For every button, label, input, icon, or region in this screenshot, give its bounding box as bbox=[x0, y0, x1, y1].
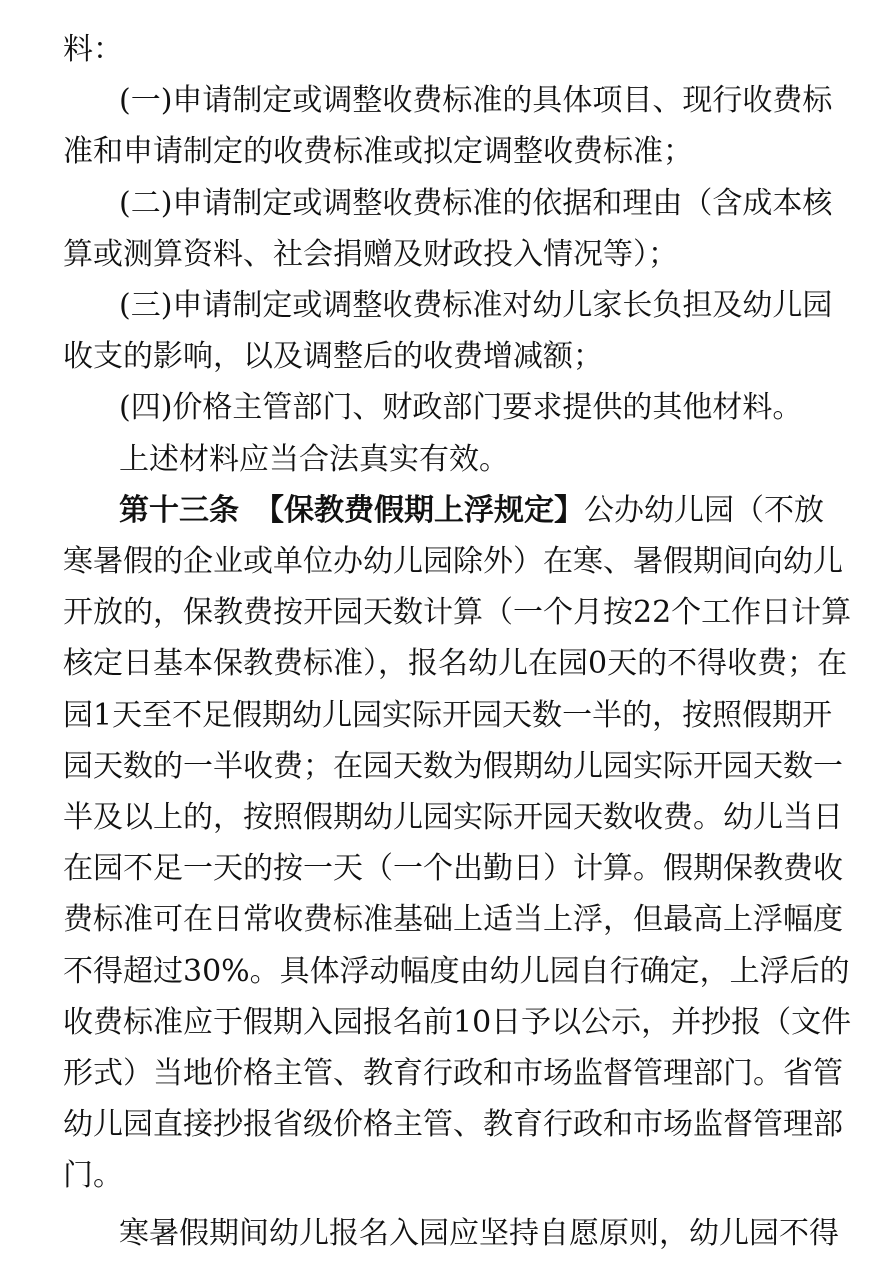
text-line bbox=[0, 1047, 872, 1101]
text-line bbox=[0, 23, 872, 77]
text-line bbox=[0, 330, 872, 384]
line-text: (一)申请制定或调整收费标准的具体项目、现行收费标 bbox=[119, 83, 833, 119]
line-text: (四)价格主管部门、财政部门要求提供的其他材料。 bbox=[119, 390, 803, 426]
article-line bbox=[119, 484, 824, 538]
line-text: 园1天至不足假期幼儿园实际开园天数一半的，按照假期开 bbox=[63, 697, 833, 733]
line-text: (二)申请制定或调整收费标准的依据和理由（含成本核 bbox=[119, 185, 833, 221]
line-text: 园天数的一半收费；在园天数为假期幼儿园实际开园天数一 bbox=[63, 748, 843, 784]
text-line bbox=[0, 279, 872, 333]
text-line bbox=[0, 177, 872, 231]
line-text: 幼儿园直接抄报省级价格主管、教育行政和市场监督管理部 bbox=[63, 1107, 843, 1143]
text-line bbox=[0, 689, 872, 743]
line-text: 在园不足一天的按一天（一个出勤日）计算。假期保教费收 bbox=[63, 851, 843, 887]
line-text: (三)申请制定或调整收费标准对幼儿家长负担及幼儿园 bbox=[119, 288, 833, 323]
text-line bbox=[0, 586, 872, 640]
text-line bbox=[0, 791, 872, 845]
text-line bbox=[0, 433, 872, 487]
text-line bbox=[0, 381, 872, 435]
text-line bbox=[0, 1207, 872, 1261]
line-text: 开放的，保教费按开园天数计算（一个月按22个工作日计算 bbox=[63, 595, 852, 631]
text-line bbox=[0, 1149, 872, 1203]
line-text: 不得超过30%。具体浮动幅度由幼儿园自行确定，上浮后的 bbox=[63, 953, 850, 989]
article-text: 公办幼儿园（不放 bbox=[584, 492, 824, 528]
text-line bbox=[0, 125, 872, 179]
article-heading: 第十三条 【保教费假期上浮规定】 bbox=[119, 492, 584, 528]
text-line bbox=[0, 893, 872, 947]
line-text: 费标准可在日常收费标准基础上适当上浮，但最高上浮幅度 bbox=[63, 902, 843, 938]
line-text: 寒暑假期间幼儿报名入园应坚持自愿原则，幼儿园不得 bbox=[119, 1215, 839, 1251]
line-text: 形式）当地价格主管、教育行政和市场监督管理部门。省管 bbox=[63, 1056, 843, 1091]
text-line bbox=[0, 740, 872, 794]
text-line bbox=[0, 484, 872, 538]
text-line bbox=[0, 535, 872, 589]
line-text: 寒暑假的企业或单位办幼儿园除外）在寒、暑假期间向幼儿 bbox=[63, 544, 843, 579]
line-text: 准和申请制定的收费标准或拟定调整收费标准； bbox=[63, 134, 693, 170]
line-text: 料： bbox=[63, 32, 123, 67]
text-line bbox=[0, 945, 872, 999]
line-text: 算或测算资料、社会捐赠及财政投入情况等）； bbox=[63, 236, 678, 272]
text-line bbox=[0, 996, 872, 1050]
text-line bbox=[0, 842, 872, 896]
line-text: 收支的影响，以及调整后的收费增减额； bbox=[63, 339, 603, 375]
line-text: 上述材料应当合法真实有效。 bbox=[119, 441, 509, 477]
line-text: 门。 bbox=[63, 1158, 123, 1194]
text-line bbox=[0, 228, 872, 282]
text-line bbox=[0, 637, 872, 691]
line-text: 收费标准应于假期入园报名前10日予以公示，并抄报（文件 bbox=[63, 1004, 852, 1040]
text-line bbox=[0, 1098, 872, 1152]
line-text: 半及以上的，按照假期幼儿园实际开园天数收费。幼儿当日 bbox=[63, 800, 843, 835]
text-line bbox=[0, 74, 872, 128]
line-text: 核定日基本保教费标准），报名幼儿在园0天的不得收费；在 bbox=[63, 646, 848, 682]
